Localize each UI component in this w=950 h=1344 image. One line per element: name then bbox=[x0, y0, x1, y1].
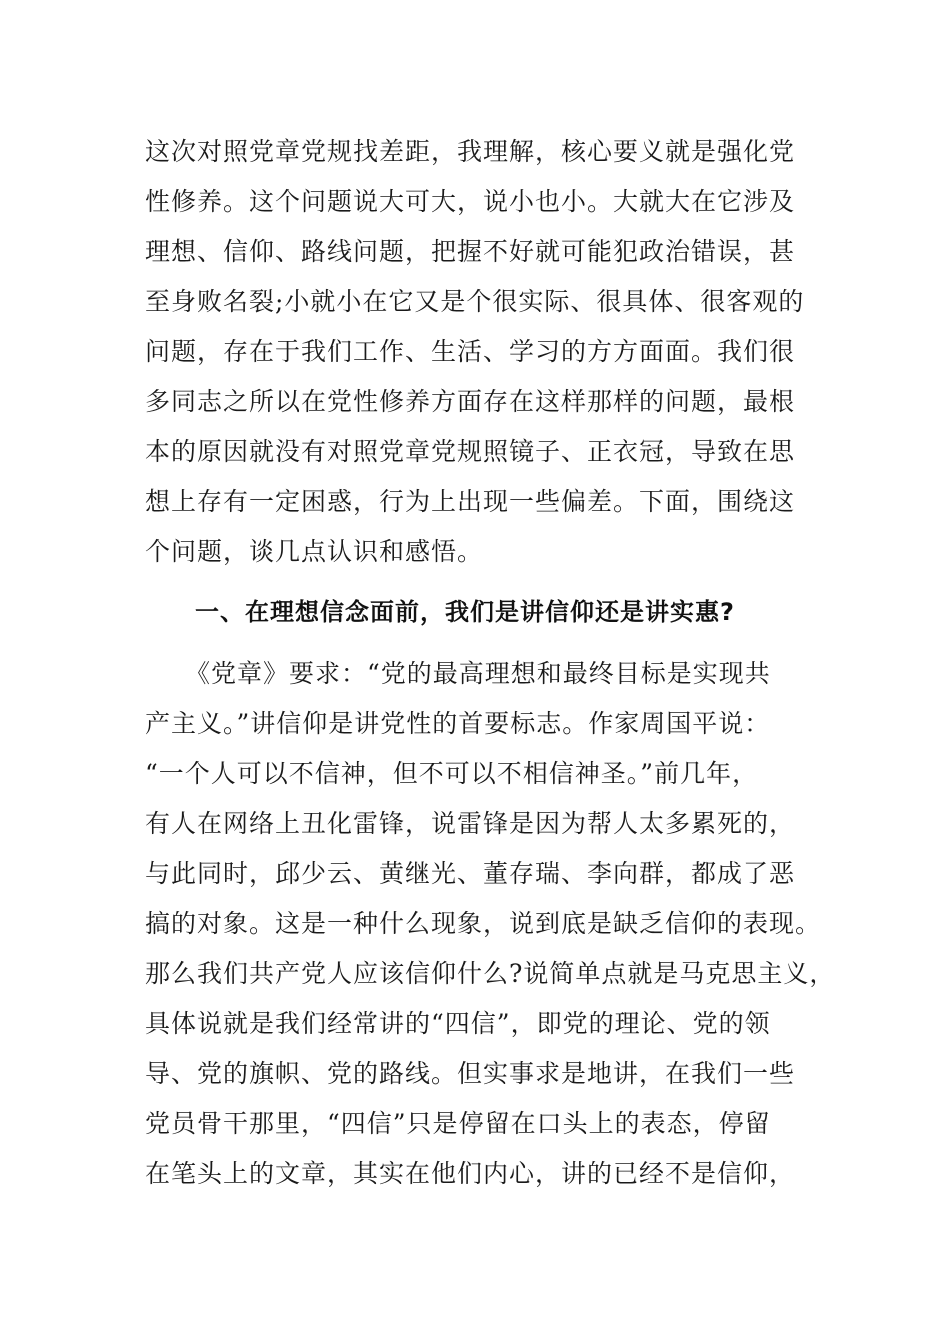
paragraph-1-line: 本的原因就没有对照党章党规照镜子、正衣冠，导致在思 bbox=[145, 437, 796, 466]
paragraph-1-line: 理想、信仰、路线问题，把握不好就可能犯政治错误，甚 bbox=[145, 237, 796, 266]
paragraph-1-line: 这次对照党章党规找差距，我理解，核心要义就是强化党 bbox=[145, 137, 796, 166]
paragraph-1-line: 个问题，谈几点认识和感悟。 bbox=[145, 537, 484, 566]
paragraph-1-line: 性修养。这个问题说大可大，说小也小。大就大在它涉及 bbox=[145, 187, 796, 216]
paragraph-2-line: 《党章》要求：“党的最高理想和最终目标是实现共 bbox=[185, 659, 771, 688]
paragraph-2-line: 在笔头上的文章，其实在他们内心，讲的已经不是信仰， bbox=[145, 1159, 796, 1188]
paragraph-2-line: 搞的对象。这是一种什么现象，说到底是缺乏信仰的表现。 bbox=[145, 909, 822, 938]
paragraph-2-line: 党员骨干那里，“四信”只是停留在口头上的表态，停留 bbox=[145, 1109, 771, 1138]
paragraph-2-line: “一个人可以不信神，但不可以不相信神圣。”前几年， bbox=[145, 759, 759, 788]
paragraph-1-line: 问题，存在于我们工作、生活、学习的方方面面。我们很 bbox=[145, 337, 796, 366]
paragraph-2-line: 导、党的旗帜、党的路线。但实事求是地讲，在我们一些 bbox=[145, 1059, 796, 1088]
section-heading-1: 一、在理想信念面前，我们是讲信仰还是讲实惠? bbox=[195, 598, 735, 626]
paragraph-2-line: 与此同时，邱少云、黄继光、董存瑞、李向群，都成了恶 bbox=[145, 859, 796, 888]
paragraph-2-line: 那么我们共产党人应该信仰什么?说简单点就是马克思主义， bbox=[145, 959, 836, 988]
paragraph-2-line: 有人在网络上丑化雷锋，说雷锋是因为帮人太多累死的， bbox=[145, 809, 796, 838]
paragraph-1-line: 想上存有一定困惑，行为上出现一些偏差。下面，围绕这 bbox=[145, 487, 796, 516]
paragraph-1-line: 至身败名裂;小就小在它又是个很实际、很具体、很客观的 bbox=[145, 287, 805, 316]
paragraph-2-line: 产主义。”讲信仰是讲党性的首要标志。作家周国平说： bbox=[145, 709, 771, 738]
paragraph-2-line: 具体说就是我们经常讲的“四信”，即党的理论、党的领 bbox=[145, 1009, 771, 1038]
paragraph-1-line: 多同志之所以在党性修养方面存在这样那样的问题，最根 bbox=[145, 387, 796, 416]
